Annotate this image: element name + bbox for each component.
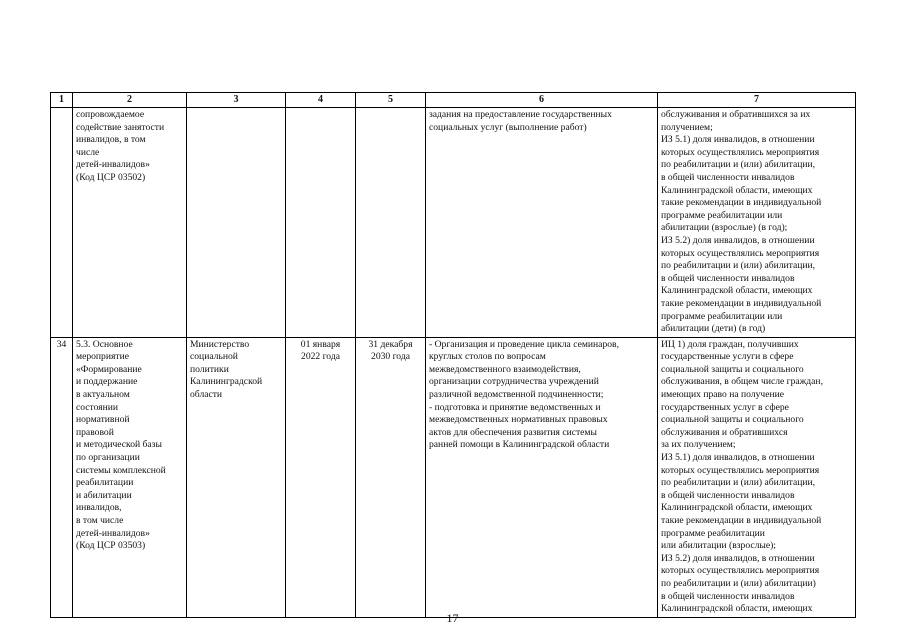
text-line: по организации (76, 452, 140, 464)
text-line: такие рекомендации в индивидуальной (661, 297, 822, 309)
text-line: инвалидов, в том (76, 134, 146, 146)
text-line: в актуальном (76, 389, 130, 401)
text-line: мероприятие (76, 351, 129, 363)
end-date-cell (356, 108, 426, 338)
text-line: 31 декабря (368, 338, 413, 350)
text-line: актов для обеспечения развития системы (429, 426, 597, 438)
text-line: социальной защиты и социального (661, 414, 804, 426)
header-col-2: 2 (73, 93, 187, 108)
text-line: в общей численности инвалидов (661, 590, 795, 602)
text-line: государственных услуг в сфере (661, 401, 789, 413)
text-line: (Код ЦСР 03502) (76, 171, 146, 183)
text-line: такие рекомендации в индивидуальной (661, 515, 822, 526)
text-line: в том числе (76, 515, 124, 526)
text-line: социальных услуг (выполнение работ) (429, 121, 587, 133)
text-line: и абилитации (76, 489, 132, 501)
indicators-cell (658, 337, 856, 617)
header-col-5: 5 (356, 93, 426, 108)
program-table (50, 92, 856, 618)
text-line: в общей численности инвалидов (661, 171, 795, 183)
header-col-6: 6 (426, 93, 658, 108)
text-line: такие рекомендации в индивидуальной (661, 197, 822, 209)
header-col-4: 4 (286, 93, 356, 108)
text-line: «Формирование (76, 363, 142, 375)
text-line: ИЗ 5.1) доля инвалидов, в отношении (661, 452, 815, 464)
text-line: системы комплексной (76, 464, 166, 476)
text-line: государственные услуги в сфере (661, 351, 794, 363)
text-line: числе (76, 146, 100, 158)
description-cell (426, 337, 658, 617)
text-line: правовой (76, 426, 114, 438)
text-line: сопровождаемое (76, 109, 145, 120)
text-line: детей-инвалидов» (76, 159, 150, 171)
text-line: Калининградской области, имеющих (661, 184, 813, 196)
text-line: социальной (190, 351, 238, 363)
text-line: нормативной (76, 414, 130, 426)
text-line: области (190, 389, 223, 401)
text-line: по реабилитации и (или) абилитации, (661, 477, 816, 489)
text-line: - Организация и проведение цикла семинаров, (429, 338, 619, 350)
text-line: которых осуществлялись мероприятия (661, 464, 820, 476)
start-date-cell (286, 108, 356, 338)
start-date-cell (286, 337, 356, 617)
text-line: или абилитации (взрослые); (661, 540, 776, 552)
text-line: Калининградской (190, 376, 263, 388)
text-line: обслуживания, в общем числе граждан, (661, 376, 823, 388)
text-line: различной ведомственной подчиненности; (429, 389, 604, 401)
indicators-cell (658, 108, 856, 338)
page-number: 17 (446, 611, 459, 625)
text-line: имеющих право на получение (661, 389, 784, 401)
text-line: Калининградской области, имеющих (661, 603, 813, 615)
text-line: Калининградской области, имеющих (661, 502, 813, 514)
text-line: межведомственных нормативных правовых (429, 414, 608, 426)
text-line: ИЗ 5.2) доля инвалидов, в отношении (661, 234, 815, 246)
text-line: ИЦ 1) доля граждан, получивших (661, 338, 799, 350)
header-row (51, 93, 856, 108)
text-line: политики (190, 363, 229, 375)
text-line: по реабилитации и (или) абилитации, (661, 159, 816, 171)
text-line: которых осуществлялись мероприятия (661, 247, 820, 259)
text-line: круглых столов по вопросам (429, 351, 546, 363)
text-line: абилитации (взрослые) (в год); (661, 222, 788, 234)
text-line: в общей численности инвалидов (661, 272, 795, 284)
text-line: по реабилитации и (или) абилитации, (661, 260, 816, 272)
text-line: социальной защиты и социального (661, 363, 804, 375)
text-line: 2022 года (301, 351, 340, 363)
text-line: состоянии (76, 401, 119, 413)
row-number-cell: 34 (51, 337, 73, 617)
text-line: реабилитации (76, 477, 134, 489)
text-line: и поддержание (76, 376, 138, 388)
text-line: абилитации (дети) (в год) (661, 323, 766, 335)
text-line: ИЗ 5.2) доля инвалидов, в отношении (661, 552, 815, 564)
measure-name-cell (73, 337, 187, 617)
text-line: содействие занятости (76, 121, 165, 133)
text-line: и методической базы (76, 439, 162, 451)
text-line: получением; (661, 121, 713, 133)
text-line: обслуживания и обратившихся (661, 426, 788, 438)
text-line: организации сотрудничества учреждений (429, 376, 599, 388)
text-line: Министерство (190, 338, 250, 350)
text-line: (Код ЦСР 03503) (76, 540, 146, 552)
measure-name-cell (73, 108, 187, 338)
end-date-cell (356, 337, 426, 617)
text-line: детей-инвалидов» (76, 527, 150, 539)
text-line: программе реабилитации (661, 527, 765, 539)
text-line: - подготовка и принятие ведомственных и (429, 401, 601, 413)
text-line: ИЗ 5.1) доля инвалидов, в отношении (661, 134, 815, 146)
text-line: в общей численности инвалидов (661, 489, 795, 501)
text-line: за их получением; (661, 439, 736, 451)
text-line: межведомственного взаимодействия, (429, 363, 581, 375)
text-line: программе реабилитации или (661, 209, 783, 221)
text-line: программе реабилитации или (661, 310, 783, 322)
text-line: 5.3. Основное (76, 338, 133, 350)
header-col-1: 1 (51, 93, 73, 108)
text-line: по реабилитации и (или) абилитации) (661, 577, 816, 589)
header-col-7: 7 (658, 93, 856, 108)
text-line: задания на предоставление государственных (429, 109, 612, 120)
text-line: 2030 года (371, 351, 410, 363)
responsible-cell (187, 337, 286, 617)
row-number-cell (51, 108, 73, 338)
text-line: Калининградской области, имеющих (661, 285, 813, 297)
text-line: ранней помощи в Калининградской области (429, 439, 610, 451)
text-line: которых осуществлялись мероприятия (661, 146, 820, 158)
text-line: которых осуществлялись мероприятия (661, 565, 820, 577)
header-col-3: 3 (187, 93, 286, 108)
text-line: инвалидов, (76, 502, 122, 514)
responsible-cell (187, 108, 286, 338)
table-row (51, 108, 856, 338)
description-cell (426, 108, 658, 338)
text-line: 01 января (300, 338, 341, 350)
table-row (51, 337, 856, 617)
text-line: обслуживания и обратившихся за их (661, 109, 811, 120)
